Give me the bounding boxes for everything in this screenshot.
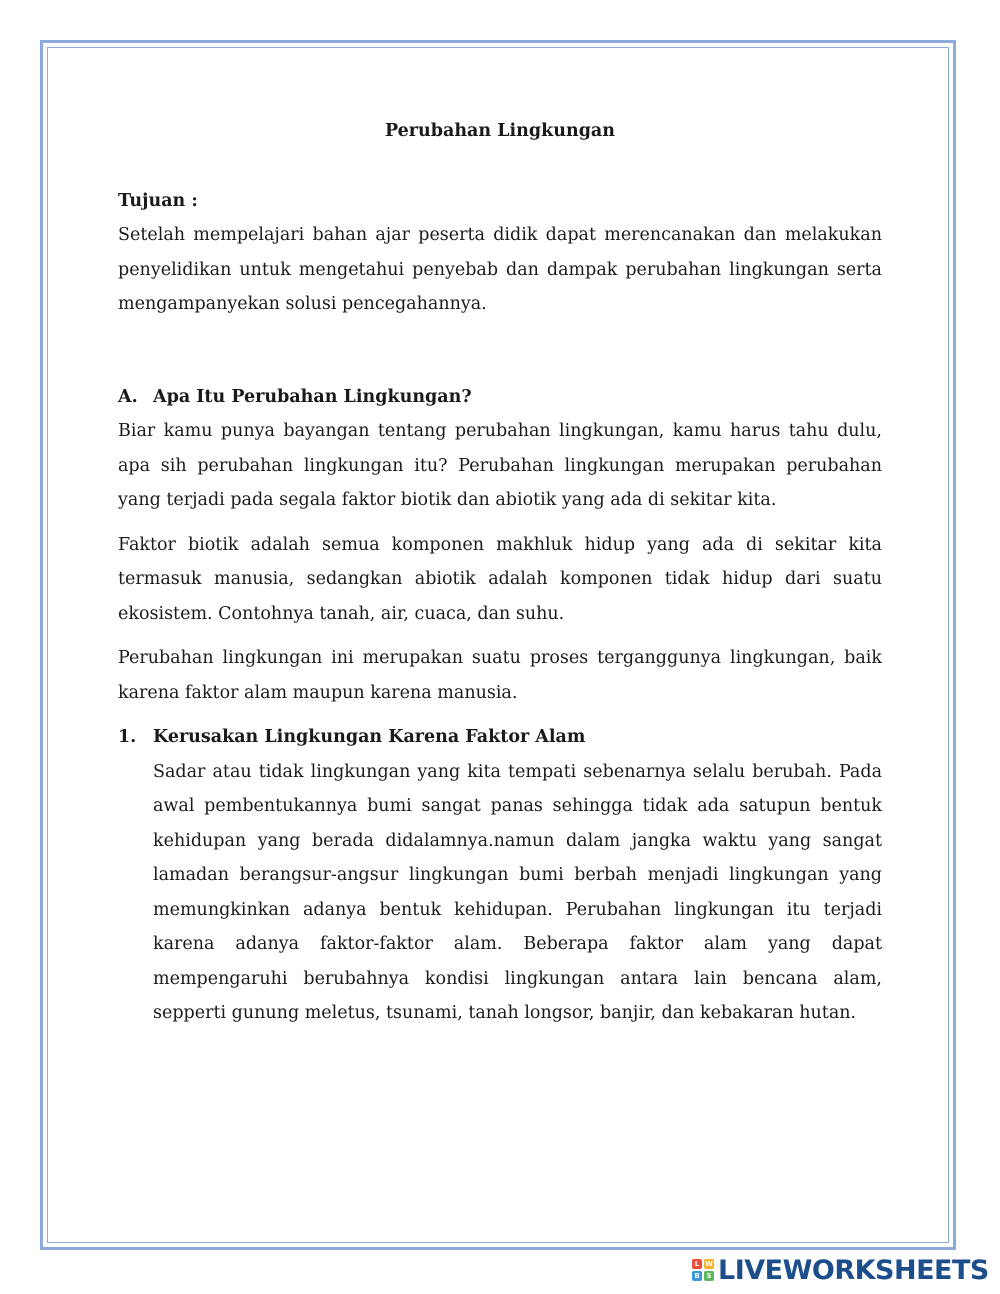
logo-squares-icon xyxy=(692,1259,714,1281)
section-a-title: Apa Itu Perubahan Lingkungan? xyxy=(153,386,472,407)
logo-square: W xyxy=(705,1260,713,1268)
objective-label: Tujuan : xyxy=(118,190,198,211)
worksheet-content xyxy=(118,114,882,1031)
subsection-1-marker: 1. xyxy=(118,727,137,747)
section-a-marker: A. xyxy=(118,386,138,407)
subsection-1-title: Kerusakan Lingkungan Karena Faktor Alam xyxy=(153,727,586,747)
subsection-1-text: Sadar atau tidak lingkungan yang kita tempati sebenarnya selalu berubah. Pada awal pembentukannya bumi sangat panas sehingga tidak ada satupun bentuk kehidupan yang berada didalamnya.namun dalam jangka waktu yang sangat lamadan berangsur-angsur lingkungan bumi berbah menjadi lingkungan yang memungkinkan adanya bentuk kehidupan. Perubahan lingkungan itu terjadi karena adanya faktor-faktor alam. Beberapa faktor alam yang dapat mempengaruhi berubahnya kondisi lingkungan antara lain bencana alam, sepperti gunung meletus, tsunami, tanah longsor, banjir, dan kebakaran hutan. xyxy=(153,761,882,1023)
section-a-paragraph: Biar kamu punya bayangan tentang perubahan lingkungan, kamu harus tahu dulu, apa sih perubahan lingkungan itu? Perubahan lingkungan merupakan perubahan yang terjadi pada segala faktor biotik dan abiotik yang ada di sekitar kita. xyxy=(118,421,882,510)
liveworksheets-logo[interactable] xyxy=(692,1255,989,1285)
objective-text: Setelah mempelajari bahan ajar peserta didik dapat merencanakan dan melakukan penyelidikan untuk mengetahui penyebab dan dampak perubahan lingkungan serta mengampanyekan solusi pencegahannya. xyxy=(118,225,882,314)
logo-square: S xyxy=(704,1271,714,1281)
logo-square: B xyxy=(692,1271,702,1281)
page-title: Perubahan Lingkungan xyxy=(384,121,615,141)
section-a-paragraph: Faktor biotik adalah semua komponen makhluk hidup yang ada di sekitar kita termasuk manusia, sedangkan abiotik adalah komponen tidak hidup dari suatu ekosistem. Contohnya tanah, air, cuaca, dan suhu. xyxy=(118,534,882,624)
logo-text: LIVEWORKSHEETS xyxy=(718,1254,989,1286)
section-a-heading xyxy=(118,380,882,415)
section-a-paragraph: Perubahan lingkungan ini merupakan suatu proses terganggunya lingkungan, baik karena faktor alam maupun karena manusia. xyxy=(118,648,882,703)
subsection-1-heading xyxy=(118,720,882,755)
logo-square: L xyxy=(692,1259,702,1269)
